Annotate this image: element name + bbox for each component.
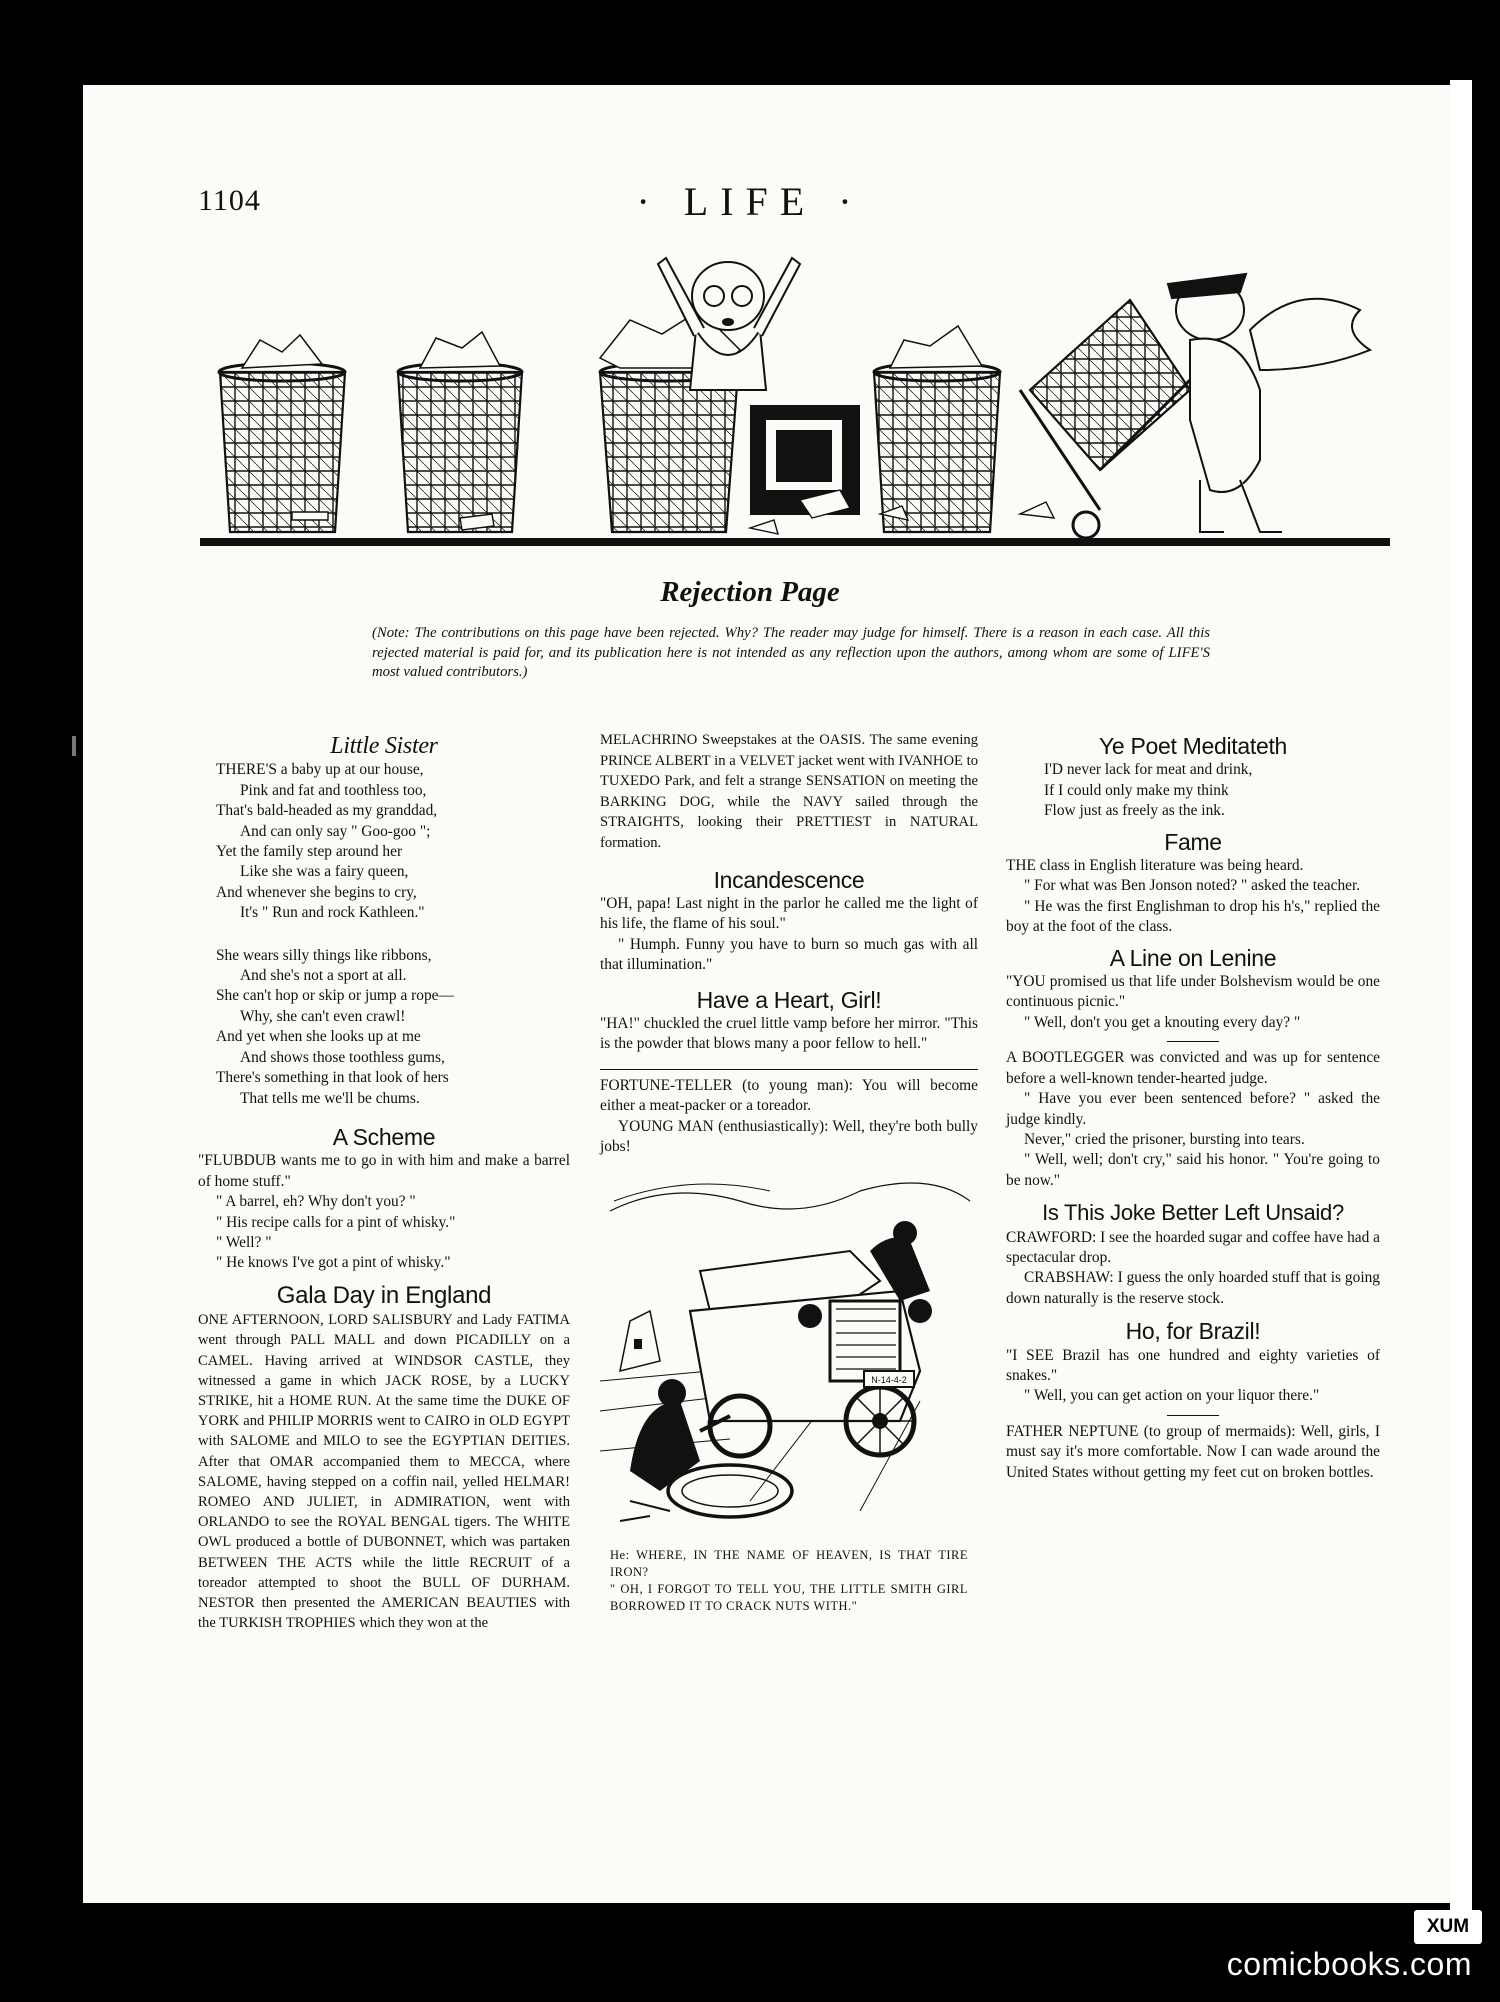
fame-title: Fame [1164, 828, 1222, 855]
gala-day-text: ONE AFTERNOON, LORD SALISBURY and Lady FATIMA went through PALL MALL and down PICADILLY on a CAMEL. Having arrived at WINDSOR CASTLE, they witnessed a game in which JACK ROSE, by a LUCKY STRIKE, hit a HOME RUN. At the same time the DUKE OF YORK and PHILIP MORRIS went to CAIRO in OLD EGYPT with SALOME and MILO to see the EGYPTIAN DEITIES. After that OMAR accompanied them to MECCA, where SALOME, having stepped on a coffin nail, yelled HELMAR! ROMEO AND JULIET, in ADMIRATION, went with ORLANDO to see the ROYAL BENGAL tigers. The WHITE OWL produced a bottle of DUBONNET, which was partaken BETWEEN THE ACTS while the little RECRUIT of a toreador attempted to shoot the BULL OF DURHAM. NESTOR then presented the AMERICAN BEAUTIES with the TURKISH TROPHIES which they won at the [198, 1312, 570, 1632]
poem-line: THERE'S a baby up at our house, [216, 761, 424, 779]
divider [1167, 1041, 1219, 1042]
have-a-heart-text: "HA!" chuckled the cruel little vamp before her mirror. "This is the powder that blows many a poor fellow to hell." [600, 1015, 978, 1053]
bootlegger-line: A BOOTLEGGER was convicted and was up for sentence before a well-known tender-hearted judge. [1006, 1049, 1380, 1087]
poem-line: Yet the family step around her [216, 843, 403, 861]
fame-line: " He was the first Englishman to drop his h's," replied the boy at the foot of the class. [1006, 897, 1380, 936]
scheme-line: " His recipe calls for a pint of whisky." [216, 1213, 456, 1231]
poem-line: And whenever she begins to cry, [216, 883, 417, 901]
bootlegger-line: " Well, well; don't cry," said his honor. " You're going to be now." [1006, 1151, 1380, 1189]
poem-line: She wears silly things like ribbons, [216, 946, 432, 964]
poem-line: And can only say " Goo-goo "; [240, 822, 431, 840]
bootlegger-line: " Have you ever been sentenced before? " asked the judge kindly. [1006, 1090, 1380, 1128]
fortune-teller-line: YOUNG MAN (enthusiastically): Well, they're both bully jobs! [600, 1117, 978, 1156]
brazil-title: Ho, for Brazil! [1125, 1318, 1261, 1345]
poem-line: I'D never lack for meat and drink, [1044, 761, 1253, 779]
divider [1167, 1415, 1219, 1416]
lenine-title: A Line on Lenine [1109, 944, 1277, 971]
lenine-line: " Well, don't you get a knouting every day? " [1024, 1013, 1301, 1031]
cartoon-caption-he: He: WHERE, IN THE NAME OF HEAVEN, IS THAT TIRE IRON? [610, 1548, 968, 1580]
poem-line: Pink and fat and toothless too, [240, 781, 427, 799]
poem-line: There's something in that look of hers [216, 1069, 449, 1087]
scheme-line: " He knows I've got a pint of whisky." [216, 1254, 451, 1272]
gala-day-title: Gala Day in England [276, 1281, 492, 1309]
adjacent-page-edge [1450, 80, 1472, 1910]
column-2 [600, 728, 978, 1615]
scheme-line: "FLUBDUB wants me to go in with him and make a barrel of home stuff." [198, 1152, 570, 1190]
column-3 [1006, 728, 1380, 1483]
poem-line: That tells me we'll be chums. [240, 1089, 420, 1107]
car-cartoon-illustration [600, 1171, 978, 1541]
poem-line: It's " Run and rock Kathleen." [240, 904, 425, 922]
divider [600, 1069, 978, 1070]
poem-line: And shows those toothless gums, [240, 1048, 445, 1066]
fame-line: THE class in English literature was being heard. [1006, 857, 1304, 875]
wastebasket-illustration [200, 240, 1390, 552]
incandescence-title: Incandescence [713, 866, 865, 893]
scheme-line: " Well? " [216, 1233, 272, 1251]
lenine-line: "YOU promised us that life under Bolshevism would be one continuous picnic." [1006, 973, 1380, 1011]
fame-line: " For what was Ben Jonson noted? " asked the teacher. [1024, 877, 1361, 895]
editor-note: (Note: The contributions on this page have been rejected. Why? The reader may judge for himself. There is a reason in each case. All this rejected material is paid for, and its publication here is not intended as any reflection upon the authors, among whom are some of LIFE'S most valued contributors.) [372, 625, 1210, 680]
page-title: Rejection Page [660, 576, 840, 608]
ye-poet-verse [1006, 760, 1380, 821]
fortune-teller-line: FORTUNE-TELLER (to young man): You will become either a meat-packer or a toreador. [600, 1076, 978, 1115]
incandescence-line: " Humph. Funny you have to burn so much gas with all that illumination." [600, 935, 978, 974]
binding-mark [72, 736, 76, 756]
incandescence-line: "OH, papa! Last night in the parlor he called me the light of his life, the flame of his soul." [600, 894, 978, 933]
scheme-title: A Scheme [332, 1123, 436, 1150]
scan-stamp: XUM [1414, 1910, 1482, 1944]
scheme-line: " A barrel, eh? Why don't you? " [216, 1193, 416, 1211]
column-1 [198, 728, 570, 1633]
have-a-heart-title: Have a Heart, Girl! [696, 986, 882, 1013]
poem-line: Flow just as freely as the ink. [1044, 802, 1225, 820]
unsaid-title: Is This Joke Better Left Unsaid? [1042, 1200, 1344, 1226]
poem-line: That's bald-headed as my granddad, [216, 802, 438, 820]
little-sister-stanza-1 [198, 760, 570, 923]
magazine-title: · LIFE · [636, 179, 864, 224]
poem-line: Why, she can't even crawl! [240, 1007, 406, 1025]
ye-poet-title: Ye Poet Meditateth [1098, 733, 1288, 759]
site-watermark: comicbooks.com [1226, 1946, 1472, 1982]
poem-line: She can't hop or skip or jump a rope— [216, 987, 454, 1005]
little-sister-stanza-2 [198, 946, 570, 1109]
page-number: 1104 [198, 184, 261, 217]
brazil-line: "I SEE Brazil has one hundred and eighty varieties of snakes." [1006, 1346, 1380, 1384]
cartoon-caption-reply: " OH, I FORGOT TO TELL YOU, THE LITTLE SMITH GIRL BORROWED IT TO CRACK NUTS WITH." [610, 1582, 968, 1614]
unsaid-line: CRAWFORD: I see the hoarded sugar and coffee have had a spectacular drop. [1006, 1228, 1380, 1266]
poem-line: And she's not a sport at all. [240, 967, 407, 985]
little-sister-title: Little Sister [330, 733, 438, 759]
neptune-text: FATHER NEPTUNE (to group of mermaids): Well, girls, I must say it's more comfortable. Now I can wade around the United States without getting my feet cut on broken bottles. [1006, 1422, 1380, 1481]
gala-day-continuation: MELACHRINO Sweepstakes at the OASIS. The same evening PRINCE ALBERT in a VELVET jacket went with IVANHOE to TUXEDO Park, and felt a strange SENSATION on meeting the BARKING DOG, while the NAVY sailed through the STRAIGHTS, looking their PRETTIEST in NATURAL formation. [600, 732, 978, 851]
brazil-line: " Well, you can get action on your liquor there." [1024, 1387, 1320, 1405]
unsaid-line: CRABSHAW: I guess the only hoarded stuff that is going down naturally is the reserve stock. [1006, 1269, 1380, 1307]
poem-line: Like she was a fairy queen, [240, 863, 409, 881]
poem-line: If I could only make my think [1044, 781, 1229, 799]
bootlegger-line: Never," cried the prisoner, bursting into tears. [1024, 1130, 1305, 1148]
license-plate: N-14-4-2 [871, 1375, 907, 1386]
poem-line: And yet when she looks up at me [216, 1028, 421, 1046]
